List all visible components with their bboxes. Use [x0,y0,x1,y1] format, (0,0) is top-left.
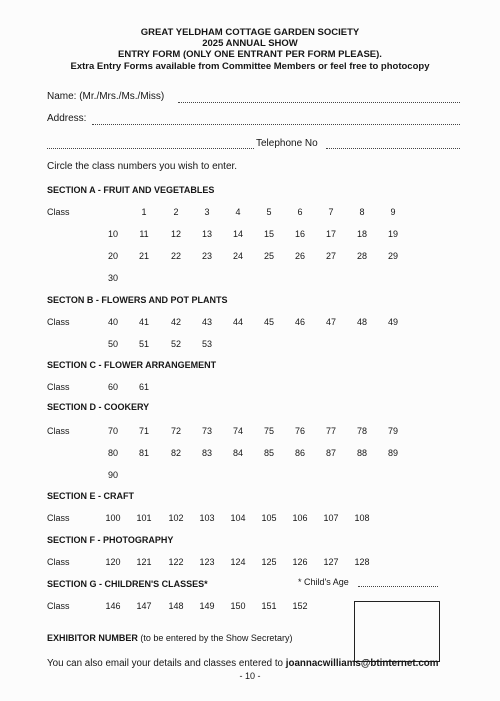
class-number[interactable]: 71 [138,426,149,436]
class-number[interactable]: 89 [387,448,398,458]
class-number[interactable]: 44 [232,317,243,327]
class-number[interactable]: 48 [356,317,367,327]
telephone-label: Telephone No [256,138,318,149]
class-number[interactable]: 2 [173,207,179,217]
class-number[interactable]: 9 [390,207,396,217]
address-field[interactable] [92,124,460,125]
class-number[interactable]: 102 [168,513,184,523]
name-label: Name: (Mr./Mrs./Ms./Miss) [47,91,165,102]
class-number[interactable]: 126 [292,557,308,567]
address-field-line-2[interactable] [47,148,254,149]
class-label: Class [47,317,70,327]
class-number[interactable]: 152 [292,601,308,611]
class-number[interactable]: 14 [232,229,243,239]
class-number[interactable]: 45 [263,317,274,327]
society-title: GREAT YELDHAM COTTAGE GARDEN SOCIETY [140,27,360,38]
section-title: SECTION A - FRUIT AND VEGETABLES [47,185,215,195]
class-number[interactable]: 10 [107,229,118,239]
class-number[interactable]: 28 [356,251,367,261]
class-number[interactable]: 25 [263,251,274,261]
class-number[interactable]: 41 [138,317,149,327]
class-number[interactable]: 151 [261,601,277,611]
class-number[interactable]: 80 [107,448,118,458]
class-number[interactable]: 17 [325,229,336,239]
class-number[interactable]: 147 [136,601,152,611]
class-number[interactable]: 5 [266,207,272,217]
name-field[interactable] [178,102,460,103]
class-number[interactable]: 53 [201,339,212,349]
class-number[interactable]: 83 [201,448,212,458]
class-number[interactable]: 19 [387,229,398,239]
form-title: ENTRY FORM (ONLY ONE ENTRANT PER FORM PLEASE). [118,49,382,60]
page-number: - 10 - [239,671,261,681]
class-number[interactable]: 60 [107,382,118,392]
class-number[interactable]: 23 [201,251,212,261]
class-number[interactable]: 30 [107,273,118,283]
class-number[interactable]: 85 [263,448,274,458]
class-label: Class [47,513,70,523]
class-number[interactable]: 7 [328,207,334,217]
class-number[interactable]: 61 [138,382,149,392]
class-number[interactable]: 74 [232,426,243,436]
class-number[interactable]: 24 [232,251,243,261]
class-number[interactable]: 70 [107,426,118,436]
instruction-text: Circle the class numbers you wish to enter. [47,161,238,172]
class-label: Class [47,557,70,567]
class-number[interactable]: 82 [170,448,181,458]
class-number[interactable]: 6 [297,207,303,217]
class-number[interactable]: 20 [107,251,118,261]
class-number[interactable]: 27 [325,251,336,261]
class-number[interactable]: 50 [107,339,118,349]
class-number[interactable]: 106 [292,513,308,523]
class-number[interactable]: 150 [230,601,246,611]
class-number[interactable]: 47 [325,317,336,327]
section-title: SECTION C - FLOWER ARRANGEMENT [47,360,217,370]
class-number[interactable]: 120 [105,557,121,567]
class-number[interactable]: 77 [325,426,336,436]
class-label: Class [47,207,70,217]
class-number[interactable]: 12 [170,229,181,239]
show-title: 2025 ANNUAL SHOW [202,38,298,49]
class-number[interactable]: 146 [105,601,121,611]
exhibitor-number-row [47,633,292,643]
class-number[interactable]: 122 [168,557,184,567]
telephone-field[interactable] [326,148,460,149]
photocopy-note: Extra Entry Forms available from Committee Members or feel free to photocopy [70,61,430,72]
email-address: joannacwilliams@btinternet.com [285,658,439,669]
class-number[interactable]: 79 [387,426,398,436]
class-number[interactable]: 84 [232,448,243,458]
class-number[interactable]: 43 [201,317,212,327]
class-number[interactable]: 75 [263,426,274,436]
class-number[interactable]: 107 [323,513,339,523]
address-label: Address: [47,113,87,124]
class-number[interactable]: 21 [138,251,149,261]
class-number[interactable]: 4 [235,207,241,217]
class-label: Class [47,601,70,611]
section-title: SECTION D - COOKERY [47,402,150,412]
class-number[interactable]: 40 [107,317,118,327]
class-number[interactable]: 22 [170,251,181,261]
class-number[interactable]: 121 [136,557,152,567]
class-number[interactable]: 90 [107,470,118,480]
class-label: Class [47,426,70,436]
class-number[interactable]: 78 [356,426,367,436]
class-number[interactable]: 148 [168,601,184,611]
exhibitor-number-note: (to be entered by the Show Secretary) [140,633,293,643]
class-number[interactable]: 100 [105,513,121,523]
class-number[interactable]: 18 [356,229,367,239]
class-number[interactable]: 13 [201,229,212,239]
class-label: Class [47,382,70,392]
class-number[interactable]: 108 [354,513,370,523]
class-number[interactable]: 128 [354,557,370,567]
section-title: SECTION F - PHOTOGRAPHY [47,535,174,545]
class-number[interactable]: 51 [138,339,149,349]
class-number[interactable]: 76 [294,426,305,436]
class-number[interactable]: 11 [139,229,149,239]
section-title: SECTION G - CHILDREN'S CLASSES* [47,579,208,589]
class-number[interactable]: 103 [199,513,215,523]
class-number[interactable]: 15 [263,229,274,239]
class-number[interactable]: 124 [230,557,246,567]
class-number[interactable]: 26 [294,251,305,261]
class-number[interactable]: 81 [138,448,149,458]
class-number[interactable]: 1 [141,207,147,217]
class-number[interactable]: 46 [294,317,305,327]
childs-age-field[interactable] [358,586,438,587]
class-number[interactable]: 105 [261,513,277,523]
email-line [47,658,438,669]
class-number[interactable]: 123 [199,557,215,567]
class-number[interactable]: 88 [356,448,367,458]
class-number[interactable]: 8 [359,207,365,217]
class-number[interactable]: 73 [201,426,212,436]
class-number[interactable]: 16 [294,229,305,239]
class-number[interactable]: 29 [387,251,398,261]
class-number[interactable]: 127 [323,557,339,567]
class-number[interactable]: 49 [387,317,398,327]
class-number[interactable]: 72 [170,426,181,436]
section-title: SECTON B - FLOWERS AND POT PLANTS [47,295,228,305]
class-number[interactable]: 87 [325,448,336,458]
class-number[interactable]: 3 [204,207,210,217]
class-number[interactable]: 86 [294,448,305,458]
email-text: You can also email your details and classes entered to [47,658,283,669]
exhibitor-number-label: EXHIBITOR NUMBER [47,633,138,643]
class-number[interactable]: 52 [170,339,181,349]
class-number[interactable]: 149 [199,601,215,611]
section-title: SECTION E - CRAFT [47,491,134,501]
class-number[interactable]: 101 [136,513,152,523]
class-number[interactable]: 125 [261,557,277,567]
childs-age-label: * Child's Age [298,577,349,587]
class-number[interactable]: 104 [230,513,246,523]
class-number[interactable]: 42 [170,317,181,327]
exhibitor-number-box[interactable] [354,601,440,662]
